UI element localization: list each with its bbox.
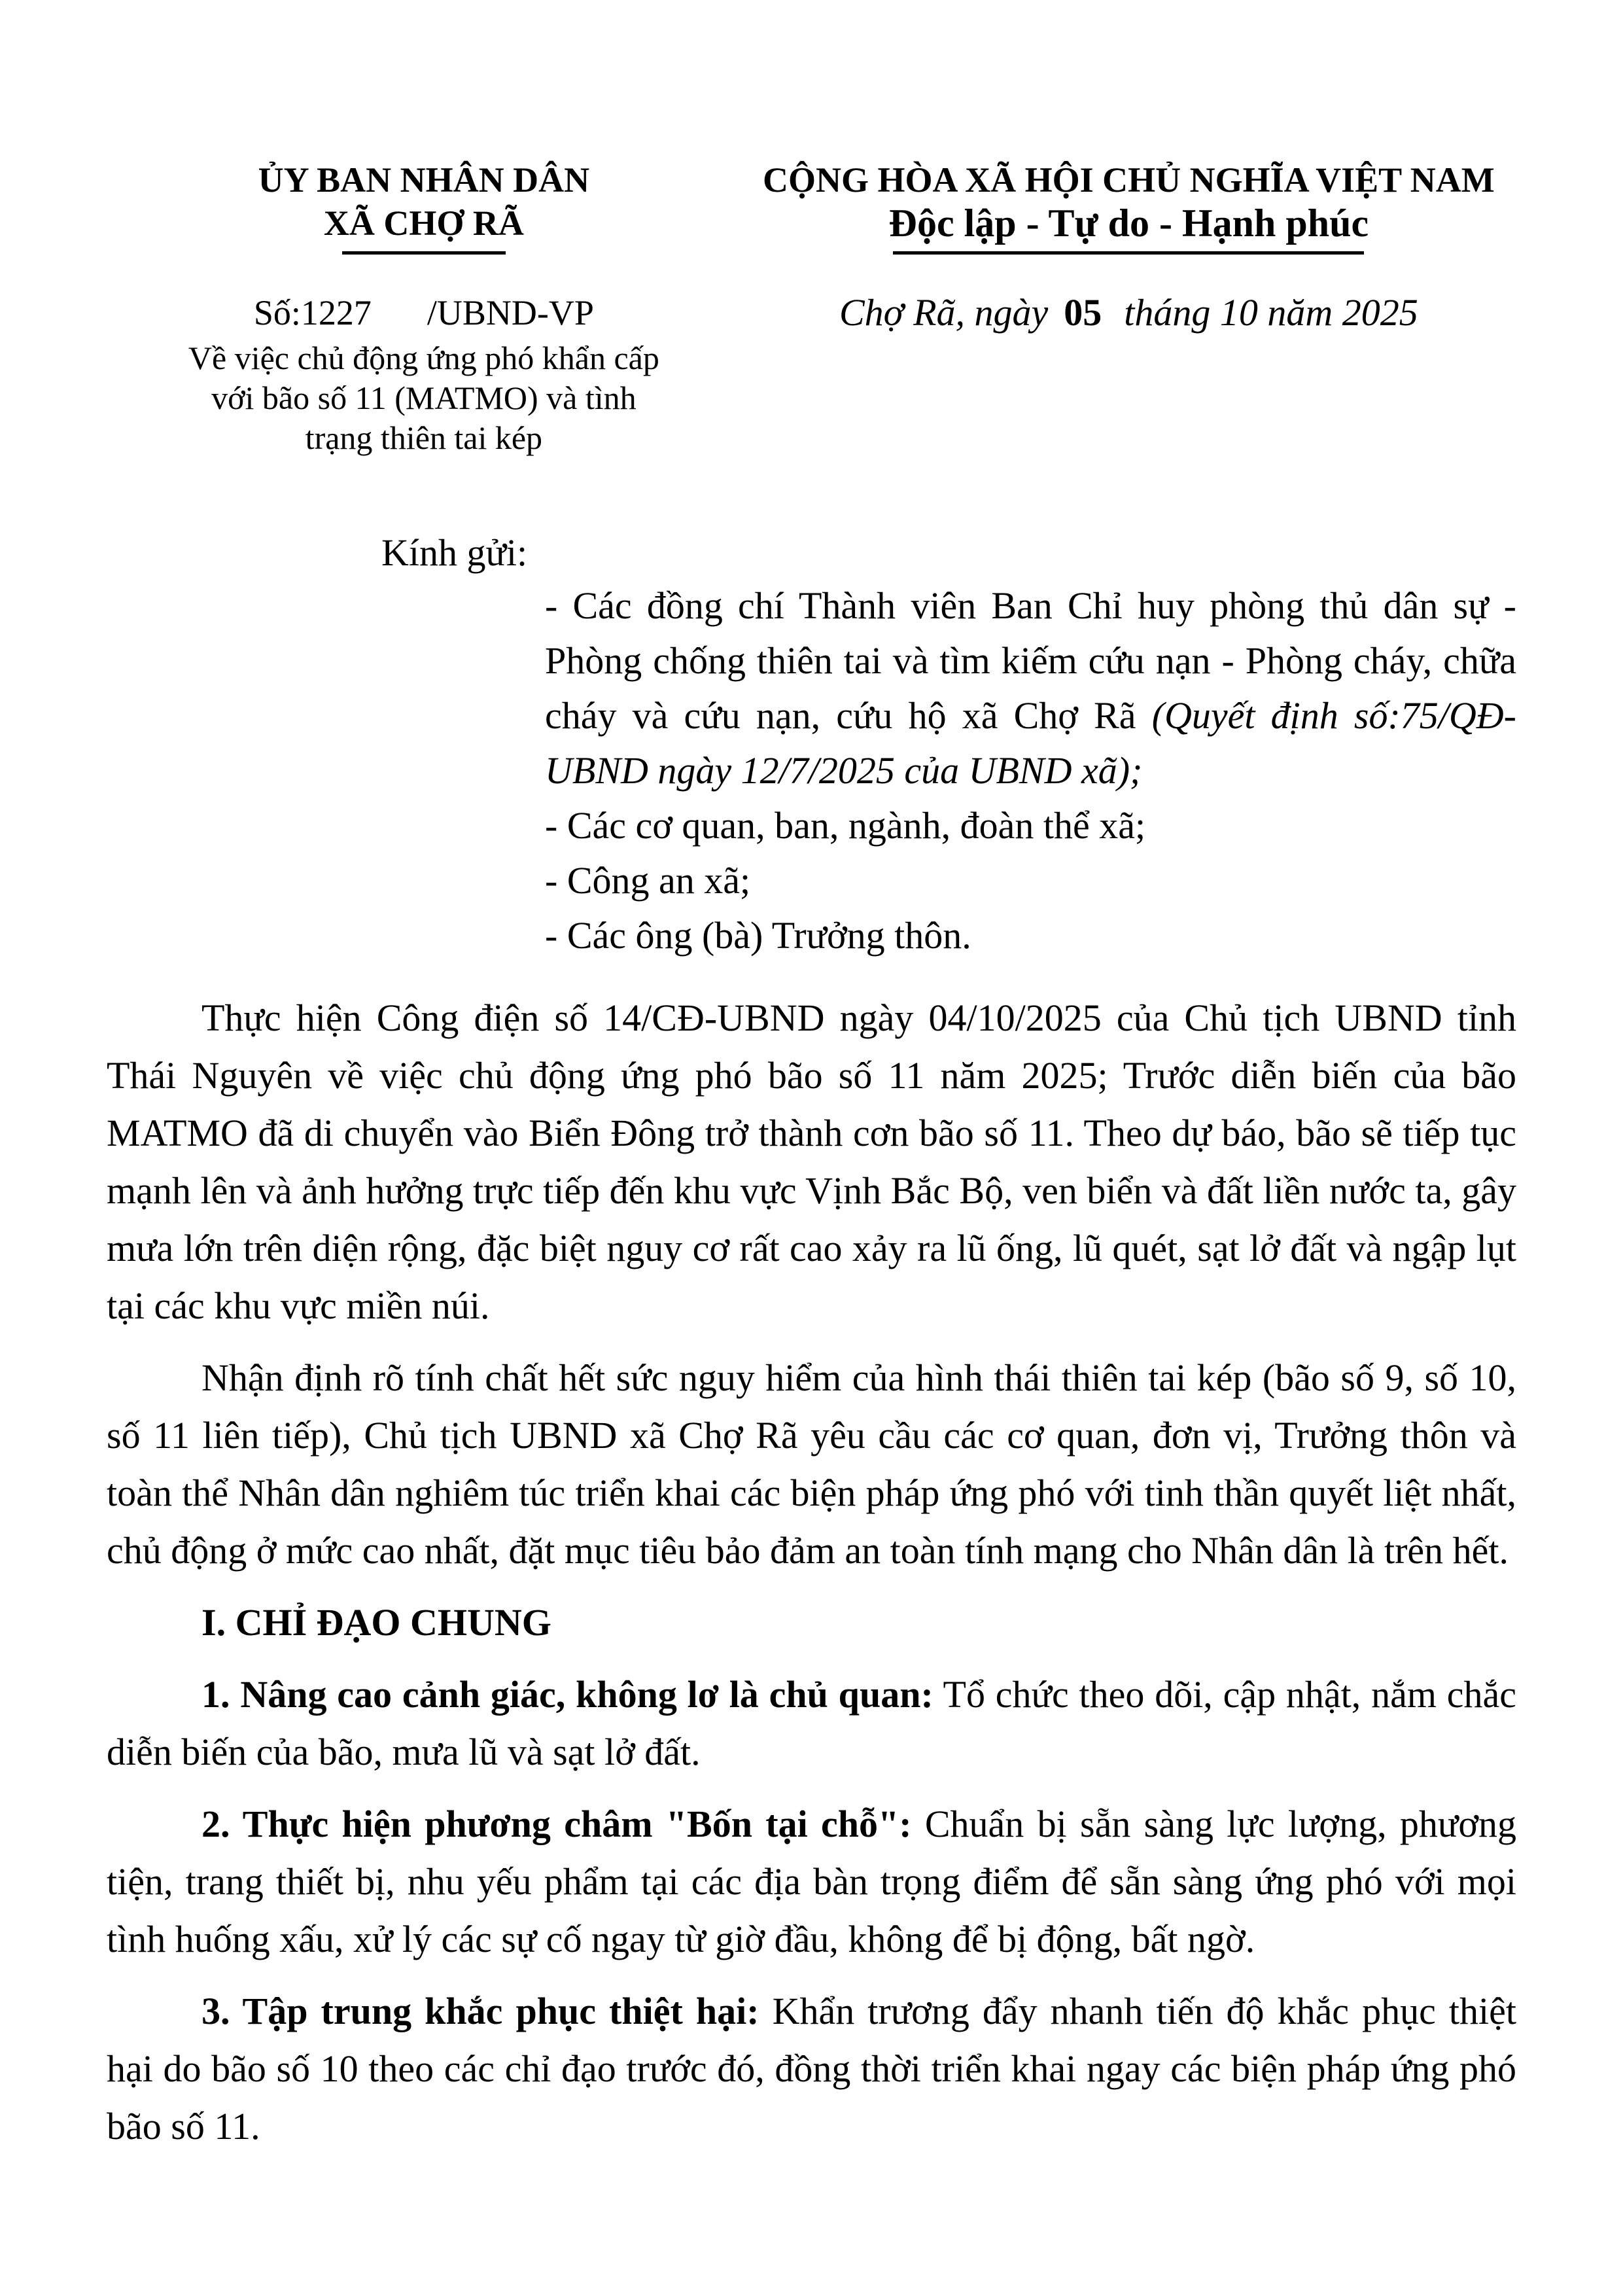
directive-item-1-lead: 1. Nâng cao cảnh giác, không lơ là chủ quan: <box>201 1673 934 1716</box>
document-subject-line: Về việc chủ động ứng phó khẩn cấp <box>188 340 659 376</box>
issuing-authority-block <box>107 158 741 458</box>
directive-item-3-lead: 3. Tập trung khắc phục thiệt hại: <box>201 1990 759 2032</box>
document-subject-line: trạng thiên tai kép <box>305 419 543 456</box>
national-motto-divider <box>893 251 1364 255</box>
national-title: CỘNG HÒA XÃ HỘI CHỦ NGHĨA VIỆT NAM <box>763 160 1495 200</box>
document-header <box>107 158 1516 458</box>
recipient-item-text: - Các đồng chí Thành viên Ban Chỉ huy phòng thủ dân sự - Phòng chống thiên tai và tìm kiếm cứu nạn - Phòng cháy, chữa cháy và cứu nạn, cứu hộ xã Chợ Rã <box>545 584 1516 737</box>
directive-item-2-lead: 2. Thực hiện phương châm "Bốn tại chỗ": <box>201 1803 912 1845</box>
recipient-item: - Các cơ quan, ban, ngành, đoàn thể xã; <box>545 804 1146 847</box>
section-1-heading: I. CHỈ ĐẠO CHUNG <box>201 1601 551 1644</box>
issuing-authority-name: XÃ CHỢ RÃ <box>323 203 524 243</box>
directive-item-3 <box>107 1983 1516 2155</box>
document-subject-line: với bão số 11 (MATMO) và tình <box>211 380 637 416</box>
recipients-list <box>545 578 1516 963</box>
recipient-item: - Các ông (bà) Trưởng thôn. <box>545 914 971 957</box>
national-motto-block <box>741 158 1516 333</box>
national-motto: Độc lập - Tự do - Hạnh phúc <box>888 202 1369 245</box>
directive-item-2 <box>107 1795 1516 1968</box>
body-paragraph-1: Thực hiện Công điện số 14/CĐ-UBND ngày 04/10/2025 của Chủ tịch UBND tỉnh Thái Nguyên về việc chủ động ứng phó bão số 11 năm 2025; Trước diễn biến của bão MATMO đã di chuyển vào Biển Đông trở thành cơn bão số 11. Theo dự báo, bão sẽ tiếp tục mạnh lên và ảnh hưởng trực tiếp đến khu vực Vịnh Bắc Bộ, ven biển và đất liền nước ta, gây mưa lớn trên diện rộng, đặc biệt nguy cơ rất cao xảy ra lũ ống, lũ quét, sạt lở đất và ngập lụt tại các khu vực miền núi. <box>107 997 1516 1327</box>
document-number-symbol: /UBND-VP <box>427 293 594 332</box>
place-date-prefix: Chợ Rã, ngày <box>839 291 1049 334</box>
document-subject <box>107 338 741 458</box>
issuing-authority-parent: ỦY BAN NHÂN DÂN <box>258 160 590 200</box>
directive-item-1 <box>107 1666 1516 1781</box>
place-date-line <box>741 292 1516 333</box>
document-number: Số:1227 <box>253 293 372 332</box>
document-number-line <box>107 292 741 333</box>
issuing-authority-divider <box>342 251 506 255</box>
recipient-item: - Công an xã; <box>545 859 751 902</box>
directive-item-1-text: Tổ chức theo dõi, cập nhật, nắm chắc diễn biến của bão, mưa lũ và sạt lở đất. <box>107 1673 1516 1773</box>
directive-item-3-text: Khẩn trương đẩy nhanh tiến độ khắc phục thiệt hại do bão số 10 theo các chỉ đạo trước đó, đồng thời triển khai ngay các biện pháp ứng phó bão số 11. <box>107 1990 1517 2147</box>
directive-item-2-text: Chuẩn bị sẵn sàng lực lượng, phương tiện, trang thiết bị, nhu yếu phẩm tại các địa bàn trọng điểm để sẵn sàng ứng phó với mọi tình huống xấu, xử lý các sự cố ngay từ giờ đầu, không để bị động, bất ngờ. <box>107 1803 1517 1960</box>
recipient-item-reference: (Quyết định số:75/QĐ-UBND ngày 12/7/2025 của UBND xã); <box>545 694 1516 792</box>
place-date-suffix: tháng 10 năm 2025 <box>1124 291 1418 334</box>
date-day: 05 <box>1064 291 1102 334</box>
body-paragraph-2: Nhận định rõ tính chất hết sức nguy hiểm của hình thái thiên tai kép (bão số 9, số 10, số 11 liên tiếp), Chủ tịch UBND xã Chợ Rã yêu cầu các cơ quan, đơn vị, Trưởng thôn và toàn thể Nhân dân nghiêm túc triển khai các biện pháp ứng phó với tinh thần quyết liệt nhất, chủ động ở mức cao nhất, đặt mục tiêu bảo đảm an toàn tính mạng cho Nhân dân là trên hết. <box>107 1356 1516 1572</box>
salutation-label: Kính gửi: <box>381 531 528 574</box>
recipient-item <box>545 578 1516 798</box>
